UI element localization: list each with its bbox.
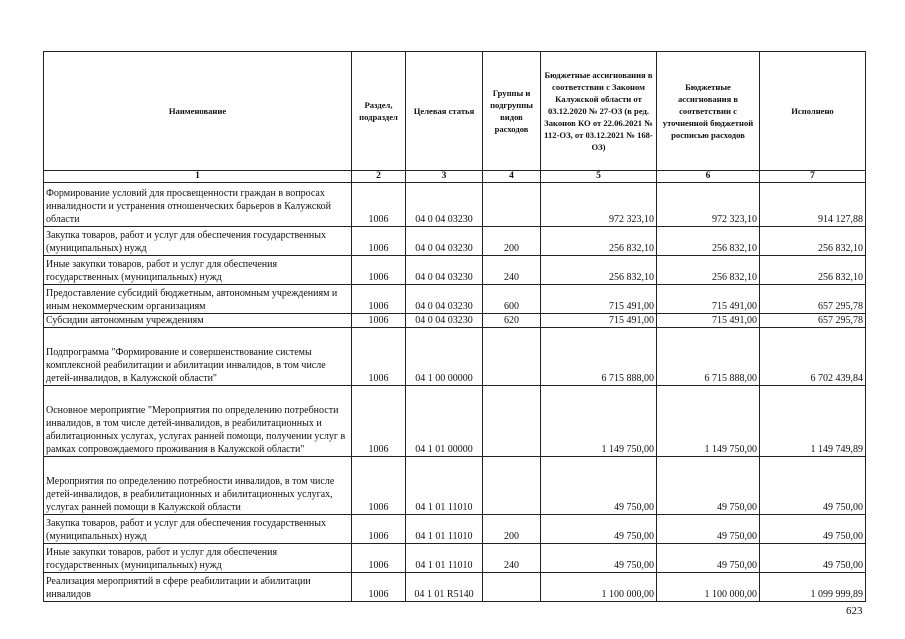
row-name: Реализация мероприятий в сфере реабилитации и абилитации инвалидов <box>44 573 352 602</box>
row-name: Мероприятия по определению потребности инвалидов, в том числе детей-инвалидов, в реабилитационных и абилитационных услугах, услугах ранней помощи в Калужской области <box>44 457 352 515</box>
column-number: 5 <box>541 171 657 183</box>
column-number: 6 <box>657 171 760 183</box>
row-group: 240 <box>483 544 541 573</box>
row-group: 240 <box>483 256 541 285</box>
row-group <box>483 457 541 515</box>
row-section: 1006 <box>352 386 406 457</box>
row-refined-amount: 49 750,00 <box>657 515 760 544</box>
row-law-amount: 715 491,00 <box>541 314 657 328</box>
row-executed-amount: 657 295,78 <box>760 285 866 314</box>
table-row <box>44 544 866 573</box>
column-number: 2 <box>352 171 406 183</box>
row-executed-amount: 6 702 439,84 <box>760 328 866 386</box>
table-row <box>44 457 866 515</box>
row-law-amount: 1 100 000,00 <box>541 573 657 602</box>
column-number: 3 <box>406 171 483 183</box>
table-row <box>44 183 866 227</box>
row-executed-amount: 256 832,10 <box>760 256 866 285</box>
row-target: 04 1 01 00000 <box>406 386 483 457</box>
row-target: 04 0 04 03230 <box>406 314 483 328</box>
row-target: 04 0 04 03230 <box>406 183 483 227</box>
table-row <box>44 386 866 457</box>
row-name: Основное мероприятие "Мероприятия по определению потребности инвалидов, в том числе детей-инвалидов, в реабилитационных и абилитационных услугах, услугах ранней помощи, получении услуг в рамках сопровождаемого проживания в Калужской области" <box>44 386 352 457</box>
row-section: 1006 <box>352 314 406 328</box>
header-executed: Исполнено <box>760 52 866 171</box>
row-executed-amount: 49 750,00 <box>760 515 866 544</box>
row-executed-amount: 49 750,00 <box>760 457 866 515</box>
row-name: Субсидии автономным учреждениям <box>44 314 352 328</box>
row-executed-amount: 1 099 999,89 <box>760 573 866 602</box>
row-name: Закупка товаров, работ и услуг для обеспечения государственных (муниципальных) нужд <box>44 227 352 256</box>
row-group <box>483 328 541 386</box>
row-group: 200 <box>483 515 541 544</box>
row-law-amount: 715 491,00 <box>541 285 657 314</box>
row-group: 200 <box>483 227 541 256</box>
row-section: 1006 <box>352 515 406 544</box>
row-target: 04 1 01 11010 <box>406 544 483 573</box>
row-name: Иные закупки товаров, работ и услуг для обеспечения государственных (муниципальных) нужд <box>44 256 352 285</box>
row-section: 1006 <box>352 457 406 515</box>
table-row <box>44 227 866 256</box>
column-number-row <box>44 171 866 183</box>
table-row <box>44 573 866 602</box>
row-law-amount: 1 149 750,00 <box>541 386 657 457</box>
header-section: Раздел, подраздел <box>352 52 406 171</box>
table-row <box>44 256 866 285</box>
row-name: Закупка товаров, работ и услуг для обеспечения государственных (муниципальных) нужд <box>44 515 352 544</box>
column-number: 7 <box>760 171 866 183</box>
row-law-amount: 972 323,10 <box>541 183 657 227</box>
row-executed-amount: 49 750,00 <box>760 544 866 573</box>
row-section: 1006 <box>352 285 406 314</box>
row-target: 04 0 04 03230 <box>406 256 483 285</box>
row-target: 04 0 04 03230 <box>406 285 483 314</box>
header-row <box>44 52 866 171</box>
header-target: Целевая статья <box>406 52 483 171</box>
row-name: Предоставление субсидий бюджетным, автономным учреждениям и иным некоммерческим организациям <box>44 285 352 314</box>
header-name: Наименование <box>44 52 352 171</box>
column-number: 1 <box>44 171 352 183</box>
row-target: 04 0 04 03230 <box>406 227 483 256</box>
row-target: 04 1 01 11010 <box>406 457 483 515</box>
row-refined-amount: 972 323,10 <box>657 183 760 227</box>
row-target: 04 1 01 R5140 <box>406 573 483 602</box>
row-section: 1006 <box>352 544 406 573</box>
row-refined-amount: 49 750,00 <box>657 544 760 573</box>
row-name: Формирование условий для просвещенности граждан в вопросах инвалидности и устранения отношенческих барьеров в Калужской области <box>44 183 352 227</box>
row-law-amount: 6 715 888,00 <box>541 328 657 386</box>
row-executed-amount: 914 127,88 <box>760 183 866 227</box>
row-law-amount: 49 750,00 <box>541 515 657 544</box>
row-refined-amount: 1 149 750,00 <box>657 386 760 457</box>
row-section: 1006 <box>352 573 406 602</box>
header-group: Группы и подгруппы видов расходов <box>483 52 541 171</box>
row-law-amount: 49 750,00 <box>541 457 657 515</box>
row-refined-amount: 6 715 888,00 <box>657 328 760 386</box>
row-executed-amount: 256 832,10 <box>760 227 866 256</box>
table-row <box>44 328 866 386</box>
row-law-amount: 256 832,10 <box>541 256 657 285</box>
row-refined-amount: 49 750,00 <box>657 457 760 515</box>
row-executed-amount: 657 295,78 <box>760 314 866 328</box>
row-refined-amount: 256 832,10 <box>657 227 760 256</box>
row-group: 620 <box>483 314 541 328</box>
row-target: 04 1 00 00000 <box>406 328 483 386</box>
table-row <box>44 285 866 314</box>
header-law-allocations: Бюджетные ассигнования в соответствии с Законом Калужской области от 03.12.2020 № 27-ОЗ (в ред. Законов КО от 22.06.2021 № 112-ОЗ, от 03.12.2021 № 168-ОЗ) <box>541 52 657 171</box>
row-refined-amount: 715 491,00 <box>657 285 760 314</box>
header-refined-allocations: Бюджетные ассигнования в соответствии с уточненной бюджетной росписью расходов <box>657 52 760 171</box>
row-name: Подпрограмма "Формирование и совершенствование системы комплексной реабилитации и абилитации инвалидов, в том числе детей-инвалидов, в Калужской области" <box>44 328 352 386</box>
row-law-amount: 256 832,10 <box>541 227 657 256</box>
row-refined-amount: 1 100 000,00 <box>657 573 760 602</box>
table-row <box>44 314 866 328</box>
table-row <box>44 515 866 544</box>
page-number: 623 <box>846 605 863 617</box>
row-group: 600 <box>483 285 541 314</box>
column-number: 4 <box>483 171 541 183</box>
row-name: Иные закупки товаров, работ и услуг для обеспечения государственных (муниципальных) нужд <box>44 544 352 573</box>
row-section: 1006 <box>352 183 406 227</box>
row-group <box>483 573 541 602</box>
row-group <box>483 183 541 227</box>
row-section: 1006 <box>352 256 406 285</box>
row-section: 1006 <box>352 328 406 386</box>
row-target: 04 1 01 11010 <box>406 515 483 544</box>
row-group <box>483 386 541 457</box>
row-refined-amount: 715 491,00 <box>657 314 760 328</box>
row-law-amount: 49 750,00 <box>541 544 657 573</box>
budget-table <box>43 51 866 602</box>
row-section: 1006 <box>352 227 406 256</box>
row-refined-amount: 256 832,10 <box>657 256 760 285</box>
row-executed-amount: 1 149 749,89 <box>760 386 866 457</box>
